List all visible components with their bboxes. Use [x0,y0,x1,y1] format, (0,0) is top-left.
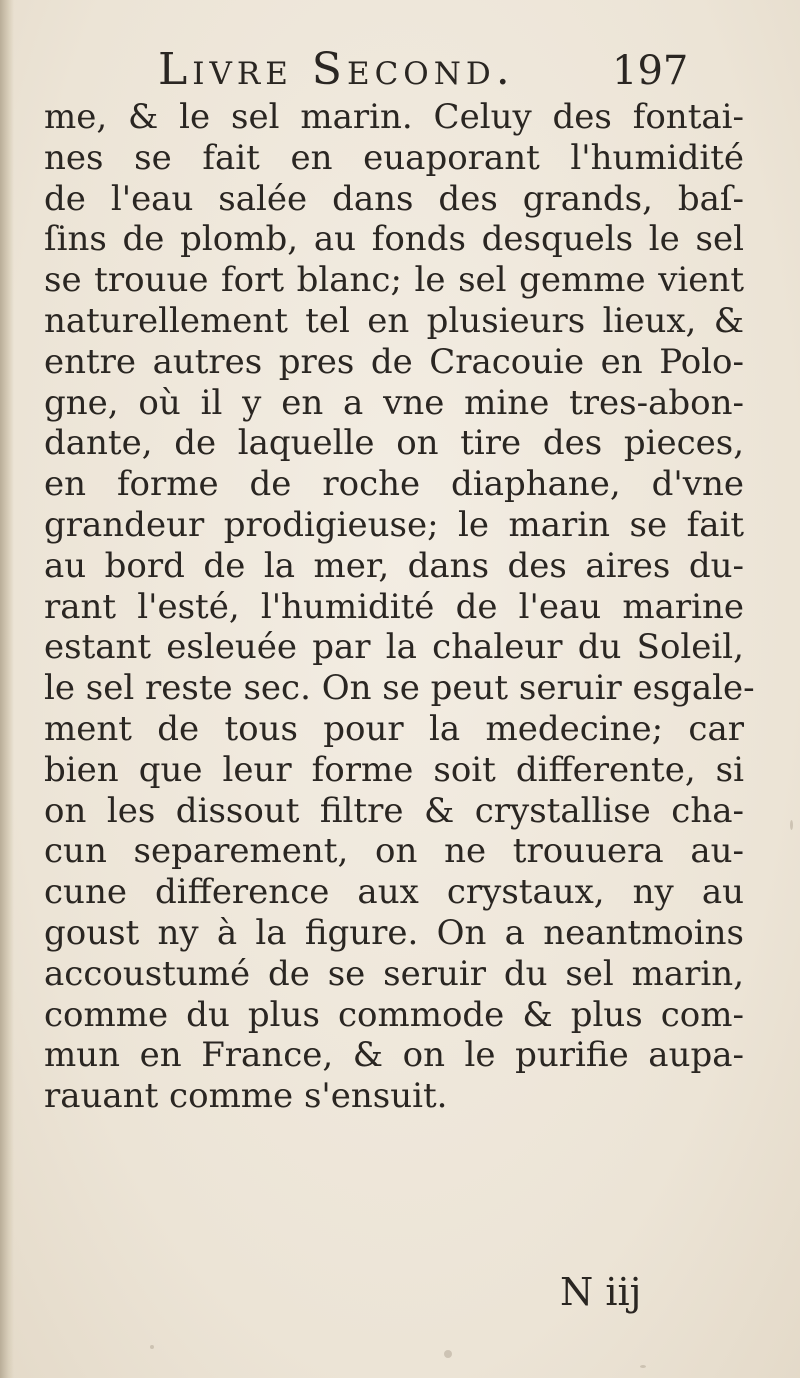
text-line: se trouue fort blanc; le sel gemme vient [44,260,744,301]
paper-speck [640,1365,646,1368]
text-line: en forme de roche diaphane, d'vne [44,464,744,505]
text-line: cun separement, on ne trouuera au- [44,831,744,872]
text-line: accoustumé de se seruir du sel marin, [44,953,744,994]
text-line: mun en France, & on le purifie aupa- [44,1035,744,1076]
text-line: rant l'esté, l'humidité de l'eau marine [44,586,744,627]
text-line: de l'eau salée dans des grands, baſ- [44,178,744,219]
text-line: comme du plus commode & plus com- [44,994,744,1035]
text-line: on les dissout filtre & crystallise cha- [44,790,744,831]
text-line: nes se fait en euaporant l'humidité [44,137,744,178]
text-line: entre autres pres de Cracouie en Polo- [44,341,744,382]
paper-speck [444,1350,452,1358]
text-line: dante, de laquelle on tire des pieces, [44,423,744,464]
signature-mark: N iij [560,1270,642,1314]
paper-speck [150,1345,154,1349]
text-line: ſins de plomb, au fonds desquels le sel [44,219,744,260]
text-line: ment de tous pour la medecine; car [44,708,744,749]
text-line: gne, où il y en a vne mine tres-abon- [44,382,744,423]
page-number: 197 [612,48,689,94]
text-line: grandeur prodigieuse; le marin se fait [44,504,744,545]
text-line: rauant comme s'ensuit. [44,1076,448,1117]
page-header [0,44,800,104]
text-line: cune difference aux crystaux, ny au [44,872,744,913]
text-line: le sel reste sec. On se peut seruir esgale- [44,668,755,709]
text-line: bien que leur forme soit differente, si [44,749,744,790]
paper-speck [790,820,793,830]
text-line: me, & le sel marin. Celuy des fontai- [44,97,744,137]
text-line: estant esleuée par la chaleur du Soleil, [44,627,744,668]
running-title: Livre Second. [158,44,515,95]
page-gutter [0,0,14,1378]
body-text [44,97,755,1117]
text-line: goust ny à la figure. On a neantmoins [44,912,744,953]
text-line: au bord de la mer, dans des aires du- [44,545,744,586]
text-line: naturellement tel en plusieurs lieux, & [44,300,744,341]
